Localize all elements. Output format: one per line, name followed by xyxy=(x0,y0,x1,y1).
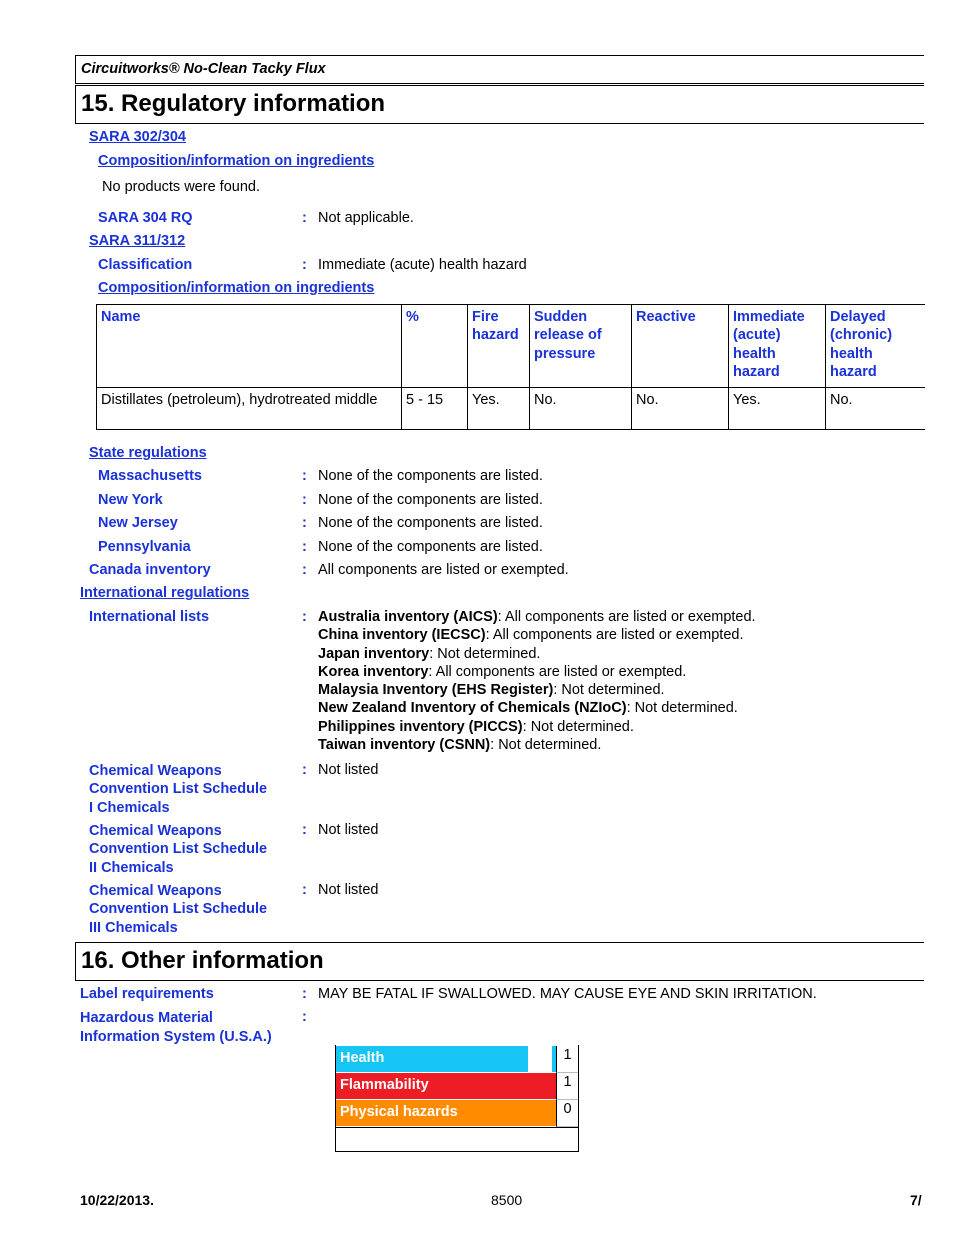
canada-inventory-label: Canada inventory xyxy=(89,562,211,578)
hmis-label xyxy=(80,1009,272,1047)
inventory-name: Malaysia Inventory (EHS Register) xyxy=(318,682,554,699)
label-line: Hazardous Material xyxy=(80,1010,213,1026)
state-label-new-york: New York xyxy=(98,492,163,508)
list-item xyxy=(318,736,756,754)
sara311-heading: SARA 311/312 xyxy=(89,233,186,249)
list-item xyxy=(318,663,756,681)
col-header-reactive: Reactive xyxy=(632,305,729,388)
composition-heading-1: Composition/information on ingredients xyxy=(98,153,375,169)
colon: : xyxy=(302,468,307,484)
list-item xyxy=(318,645,756,663)
hmis-health-chronic-box xyxy=(528,1046,552,1072)
inventory-status: : All components are listed or exempted. xyxy=(497,609,756,625)
colon: : xyxy=(302,257,307,273)
hmis-health-value: 1 xyxy=(556,1046,578,1073)
cell-fire: Yes. xyxy=(468,388,530,430)
hmis-health-bar xyxy=(336,1046,528,1072)
colon: : xyxy=(302,515,307,531)
hmis-physical-value: 0 xyxy=(556,1100,578,1127)
label-line: Information System (U.S.A.) xyxy=(80,1029,272,1045)
list-item xyxy=(318,718,756,736)
international-lists xyxy=(318,608,756,754)
section-15-header xyxy=(75,85,924,124)
col-header-name: Name xyxy=(97,305,402,388)
sara304rq-value: Not applicable. xyxy=(318,210,414,226)
label-line: Chemical Weapons xyxy=(89,823,222,839)
document-header xyxy=(75,55,924,84)
section-16-title: 16. Other information xyxy=(81,947,324,974)
inventory-status: : Not determined. xyxy=(626,700,738,717)
cwc-schedule-3-value: Not listed xyxy=(318,882,379,898)
label-line: Convention List Schedule xyxy=(89,841,268,858)
product-name: Circuitworks® No-Clean Tacky Flux xyxy=(81,61,326,77)
inventory-status: : Not determined. xyxy=(490,737,602,754)
composition-heading-2: Composition/information on ingredients xyxy=(98,280,375,296)
hmis-flammability-label: Flammability xyxy=(340,1077,429,1093)
cwc-schedule-2-label xyxy=(89,822,267,877)
sara-311-table xyxy=(96,304,925,430)
col-header-percent: % xyxy=(402,305,468,388)
colon: : xyxy=(302,562,307,578)
colon: : xyxy=(302,539,307,555)
inventory-status: : All components are listed or exempted. xyxy=(485,627,744,644)
list-item xyxy=(318,626,756,644)
cell-immediate: Yes. xyxy=(729,388,826,430)
classification-label: Classification xyxy=(98,257,193,273)
international-lists-label: International lists xyxy=(89,609,210,625)
state-value-new-jersey: None of the components are listed. xyxy=(318,515,543,531)
inventory-status: : Not determined. xyxy=(553,682,665,699)
label-line: III Chemicals xyxy=(89,919,178,936)
cell-delayed: No. xyxy=(826,388,925,430)
section-15-title: 15. Regulatory information xyxy=(81,90,386,117)
state-value-massachusetts: None of the components are listed. xyxy=(318,468,543,484)
colon: : xyxy=(302,609,307,625)
state-value-pennsylvania: None of the components are listed. xyxy=(318,539,543,555)
cell-reactive: No. xyxy=(632,388,729,430)
classification-value: Immediate (acute) health hazard xyxy=(318,257,527,273)
colon: : xyxy=(302,492,307,508)
cwc-schedule-3-label xyxy=(89,882,267,937)
cell-sudden: No. xyxy=(530,388,632,430)
label-requirements-label: Label requirements xyxy=(80,986,214,1002)
page-number: 7/ xyxy=(910,1192,922,1208)
inventory-name: Korea inventory xyxy=(318,663,429,680)
canada-inventory-value: All components are listed or exempted. xyxy=(318,562,569,578)
col-header-immediate: Immediate (acute) health hazard xyxy=(729,305,826,388)
inventory-status: : Not determined. xyxy=(429,645,541,662)
inventory-status: : Not determined. xyxy=(522,718,634,735)
col-header-fire: Fire hazard xyxy=(468,305,530,388)
hmis-physical-bar xyxy=(336,1100,556,1126)
table-row xyxy=(97,388,925,430)
inventory-name: China inventory (IECSC) xyxy=(318,627,486,644)
inventory-name: Australia inventory (AICS) xyxy=(318,609,498,625)
list-item xyxy=(318,681,756,699)
section-16-header xyxy=(75,942,924,981)
colon: : xyxy=(302,986,307,1002)
state-label-pennsylvania: Pennsylvania xyxy=(98,539,191,555)
hmis-divider xyxy=(336,1127,578,1128)
col-header-delayed: Delayed (chronic) health hazard xyxy=(826,305,925,388)
list-item xyxy=(318,699,756,717)
label-line: Chemical Weapons xyxy=(89,763,222,779)
cwc-schedule-1-value: Not listed xyxy=(318,762,379,778)
colon: : xyxy=(302,1009,307,1025)
inventory-name: Taiwan inventory (CSNN) xyxy=(318,737,491,754)
hmis-flammability-value: 1 xyxy=(556,1073,578,1100)
colon: : xyxy=(302,882,307,898)
sara302-heading: SARA 302/304 xyxy=(89,129,186,145)
state-label-new-jersey: New Jersey xyxy=(98,515,178,531)
colon: : xyxy=(302,762,307,778)
state-regulations-heading: State regulations xyxy=(89,445,207,461)
sara304rq-label: SARA 304 RQ xyxy=(98,210,193,226)
label-requirements-value: MAY BE FATAL IF SWALLOWED. MAY CAUSE EYE AND SKIN IRRITATION. xyxy=(318,986,817,1002)
cwc-schedule-1-label xyxy=(89,762,267,817)
label-line: Convention List Schedule xyxy=(89,781,268,798)
footer-date: 10/22/2013. xyxy=(80,1192,154,1208)
label-line: I Chemicals xyxy=(89,799,170,816)
cell-percent: 5 - 15 xyxy=(402,388,468,430)
label-line: II Chemicals xyxy=(89,859,174,876)
footer-code: 8500 xyxy=(491,1192,523,1208)
no-products-text: No products were found. xyxy=(102,179,260,195)
international-regulations-heading: International regulations xyxy=(80,585,250,601)
hmis-health-label: Health xyxy=(340,1050,385,1066)
state-value-new-york: None of the components are listed. xyxy=(318,492,543,508)
colon: : xyxy=(302,822,307,838)
label-line: Chemical Weapons xyxy=(89,883,222,899)
colon: : xyxy=(302,210,307,226)
inventory-name: New Zealand Inventory of Chemicals (NZIoC) xyxy=(318,700,627,717)
label-line: Convention List Schedule xyxy=(89,901,268,918)
cell-name: Distillates (petroleum), hydrotreated middle xyxy=(97,388,402,430)
col-header-sudden: Sudden release of pressure xyxy=(530,305,632,388)
cwc-schedule-2-value: Not listed xyxy=(318,822,379,838)
hmis-flammability-bar xyxy=(336,1073,556,1099)
list-item xyxy=(318,608,756,626)
hmis-physical-label: Physical hazards xyxy=(340,1104,458,1120)
inventory-name: Philippines inventory (PICCS) xyxy=(318,718,523,735)
inventory-name: Japan inventory xyxy=(318,645,430,662)
state-label-massachusetts: Massachusetts xyxy=(98,468,202,484)
inventory-status: : All components are listed or exempted. xyxy=(428,663,687,680)
table-header-row xyxy=(97,305,925,388)
